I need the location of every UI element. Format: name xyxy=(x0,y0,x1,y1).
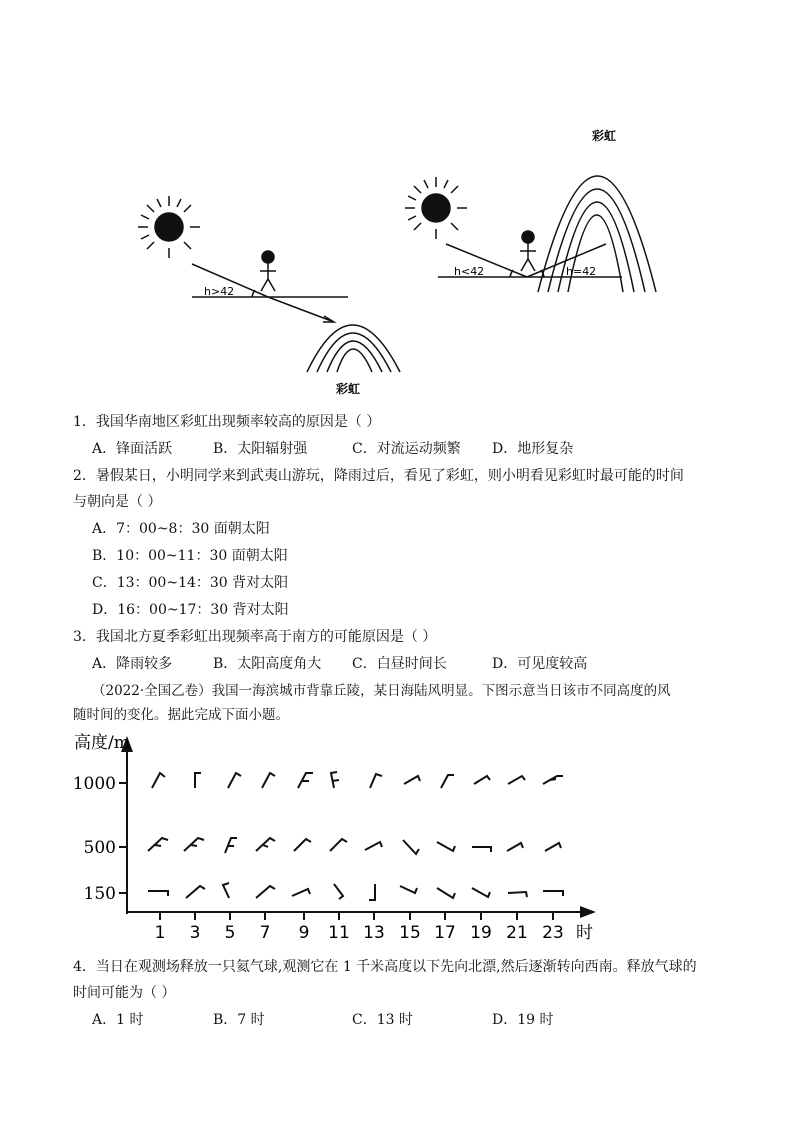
question-text: 我国华南地区彩虹出现频率较高的原因是（ ） xyxy=(95,414,381,430)
view-ray-left xyxy=(268,297,334,322)
q2-option-d[interactable]: D．16：00~17：30 背对太阳 xyxy=(92,602,289,618)
intro-line-2: 随时间的变化。据此完成下面小题。 xyxy=(73,707,289,723)
wind-barb xyxy=(370,774,382,788)
x-tick-label: 7 xyxy=(259,923,271,943)
x-tick-label: 13 xyxy=(363,923,385,943)
x-tick-label: 21 xyxy=(506,923,528,943)
wind-barb xyxy=(186,886,205,898)
wind-barb xyxy=(330,839,347,851)
question-text: 暑假某日，小明同学来到武夷山游玩，降雨过后，看见了彩虹，则小明看见彩虹时最可能的时间 xyxy=(95,468,684,484)
wind-barbs-150m xyxy=(148,883,563,900)
q3-option-a[interactable]: A．降雨较多 xyxy=(92,656,173,672)
q2-option-b[interactable]: B．10：00~11：30 面朝太阳 xyxy=(92,548,288,564)
q4-option-d[interactable]: D．19 时 xyxy=(492,1012,554,1028)
wind-barb xyxy=(225,838,237,853)
q1-option-d[interactable]: D．地形复杂 xyxy=(492,441,574,457)
wind-barb xyxy=(294,839,311,851)
wind-barb xyxy=(508,892,527,897)
wind-barb xyxy=(223,883,229,898)
wind-barb xyxy=(148,838,168,851)
angle-label-left: h>42 xyxy=(204,285,235,298)
rainbow-left xyxy=(307,325,400,372)
wind-barb xyxy=(403,840,419,854)
intro-paragraph xyxy=(92,680,732,702)
q2-option-c[interactable]: C．13：00~14：30 背对太阳 xyxy=(92,575,289,591)
wind-barb xyxy=(437,842,455,851)
x-axis-arrow-icon xyxy=(580,906,596,918)
question-number: 2． xyxy=(73,468,96,484)
wind-barb xyxy=(369,884,375,900)
wind-barb xyxy=(472,847,491,852)
wind-barb xyxy=(474,776,490,784)
person-icon-left xyxy=(260,251,276,291)
rainbow-label-right: 彩虹 xyxy=(592,129,617,143)
wind-barb xyxy=(507,843,523,851)
wind-barb xyxy=(256,838,275,851)
wind-barb xyxy=(545,843,561,851)
y-axis-label: 高度/m xyxy=(74,733,130,753)
y-tick-label: 1000 xyxy=(72,774,116,794)
q3-option-b[interactable]: B．太阳高度角大 xyxy=(213,656,322,672)
wind-barb xyxy=(543,891,563,896)
q4-option-c[interactable]: C．13 时 xyxy=(352,1012,413,1028)
x-tick-label: 15 xyxy=(399,923,421,943)
question-number: 4． xyxy=(73,959,96,975)
x-tick-label: 5 xyxy=(224,923,236,943)
question-2 xyxy=(73,466,684,486)
question-number: 3． xyxy=(73,629,96,645)
wind-barb xyxy=(365,842,382,850)
wind-barb xyxy=(256,886,275,898)
rainbow-label-left: 彩虹 xyxy=(336,382,361,396)
x-tick-label: 11 xyxy=(328,923,350,943)
wind-barb xyxy=(152,773,165,788)
y-tick-label: 150 xyxy=(83,884,116,904)
question-4-line2: 时间可能为（ ） xyxy=(73,985,176,1001)
person-icon-right xyxy=(520,231,536,271)
sun-icon-left xyxy=(138,196,200,258)
x-tick-marks xyxy=(160,912,553,920)
x-tick-label: 19 xyxy=(470,923,492,943)
q4-option-a[interactable]: A．1 时 xyxy=(92,1012,144,1028)
wind-barb xyxy=(404,776,420,784)
y-tick-label: 500 xyxy=(83,838,116,858)
wind-barb xyxy=(184,838,204,851)
wind-barb xyxy=(437,888,455,898)
q3-option-c[interactable]: C．白昼时间长 xyxy=(352,656,447,672)
wind-barb xyxy=(228,773,241,788)
q1-option-b[interactable]: B．太阳辐射强 xyxy=(213,441,308,457)
q2-option-a[interactable]: A．7：00~8：30 面朝太阳 xyxy=(92,521,270,537)
wind-barb xyxy=(148,891,168,896)
question-text: 我国北方夏季彩虹出现频率高于南方的可能原因是（ ） xyxy=(95,629,437,645)
question-text: 当日在观测场释放一只氦气球,观测它在 1 千米高度以下先向北漂,然后逐渐转向西南。释放气球的 xyxy=(95,959,697,975)
q3-option-d[interactable]: D．可见度较高 xyxy=(492,656,588,672)
wind-barb xyxy=(195,773,201,788)
rainbow-right xyxy=(538,176,656,292)
q4-option-b[interactable]: B．7 时 xyxy=(213,1012,265,1028)
intro-line-1: （2022·全国乙卷）我国一海滨城市背靠丘陵，某日海陆风明显。下图示意当日该市不同高度的风 xyxy=(92,683,671,699)
wind-barbs-1000m xyxy=(152,772,563,788)
question-2-line2: 与朝向是（ ） xyxy=(73,494,162,510)
wind-barb xyxy=(298,773,313,788)
angle-label-right-right: h=42 xyxy=(566,265,597,278)
q1-option-c[interactable]: C．对流运动频繁 xyxy=(352,441,461,457)
wind-barb xyxy=(400,886,417,893)
sun-icon-right xyxy=(405,177,467,239)
question-1 xyxy=(73,412,380,432)
question-number: 1． xyxy=(73,414,96,430)
wind-barb xyxy=(472,888,490,897)
wind-barb xyxy=(331,772,339,788)
angle-label-right-left: h<42 xyxy=(454,265,485,278)
wind-barb xyxy=(543,776,563,784)
x-tick-label: 9 xyxy=(298,923,310,943)
x-tick-label: 1 xyxy=(154,923,166,943)
wind-chart xyxy=(0,728,800,948)
x-tick-label: 3 xyxy=(189,923,201,943)
question-3 xyxy=(73,627,436,647)
q1-option-a[interactable]: A．锋面活跃 xyxy=(92,441,173,457)
wind-barb xyxy=(334,884,343,899)
x-tick-label: 17 xyxy=(434,923,456,943)
question-4 xyxy=(73,957,697,977)
wind-barbs-500m xyxy=(148,838,561,854)
wind-barb xyxy=(508,776,525,784)
wind-barb xyxy=(262,773,275,788)
rainbow-figure xyxy=(0,0,800,410)
wind-barb xyxy=(441,775,454,788)
x-tick-label: 23 xyxy=(542,923,564,943)
wind-barb xyxy=(292,889,310,896)
x-axis-unit-label: 时 xyxy=(576,923,593,943)
